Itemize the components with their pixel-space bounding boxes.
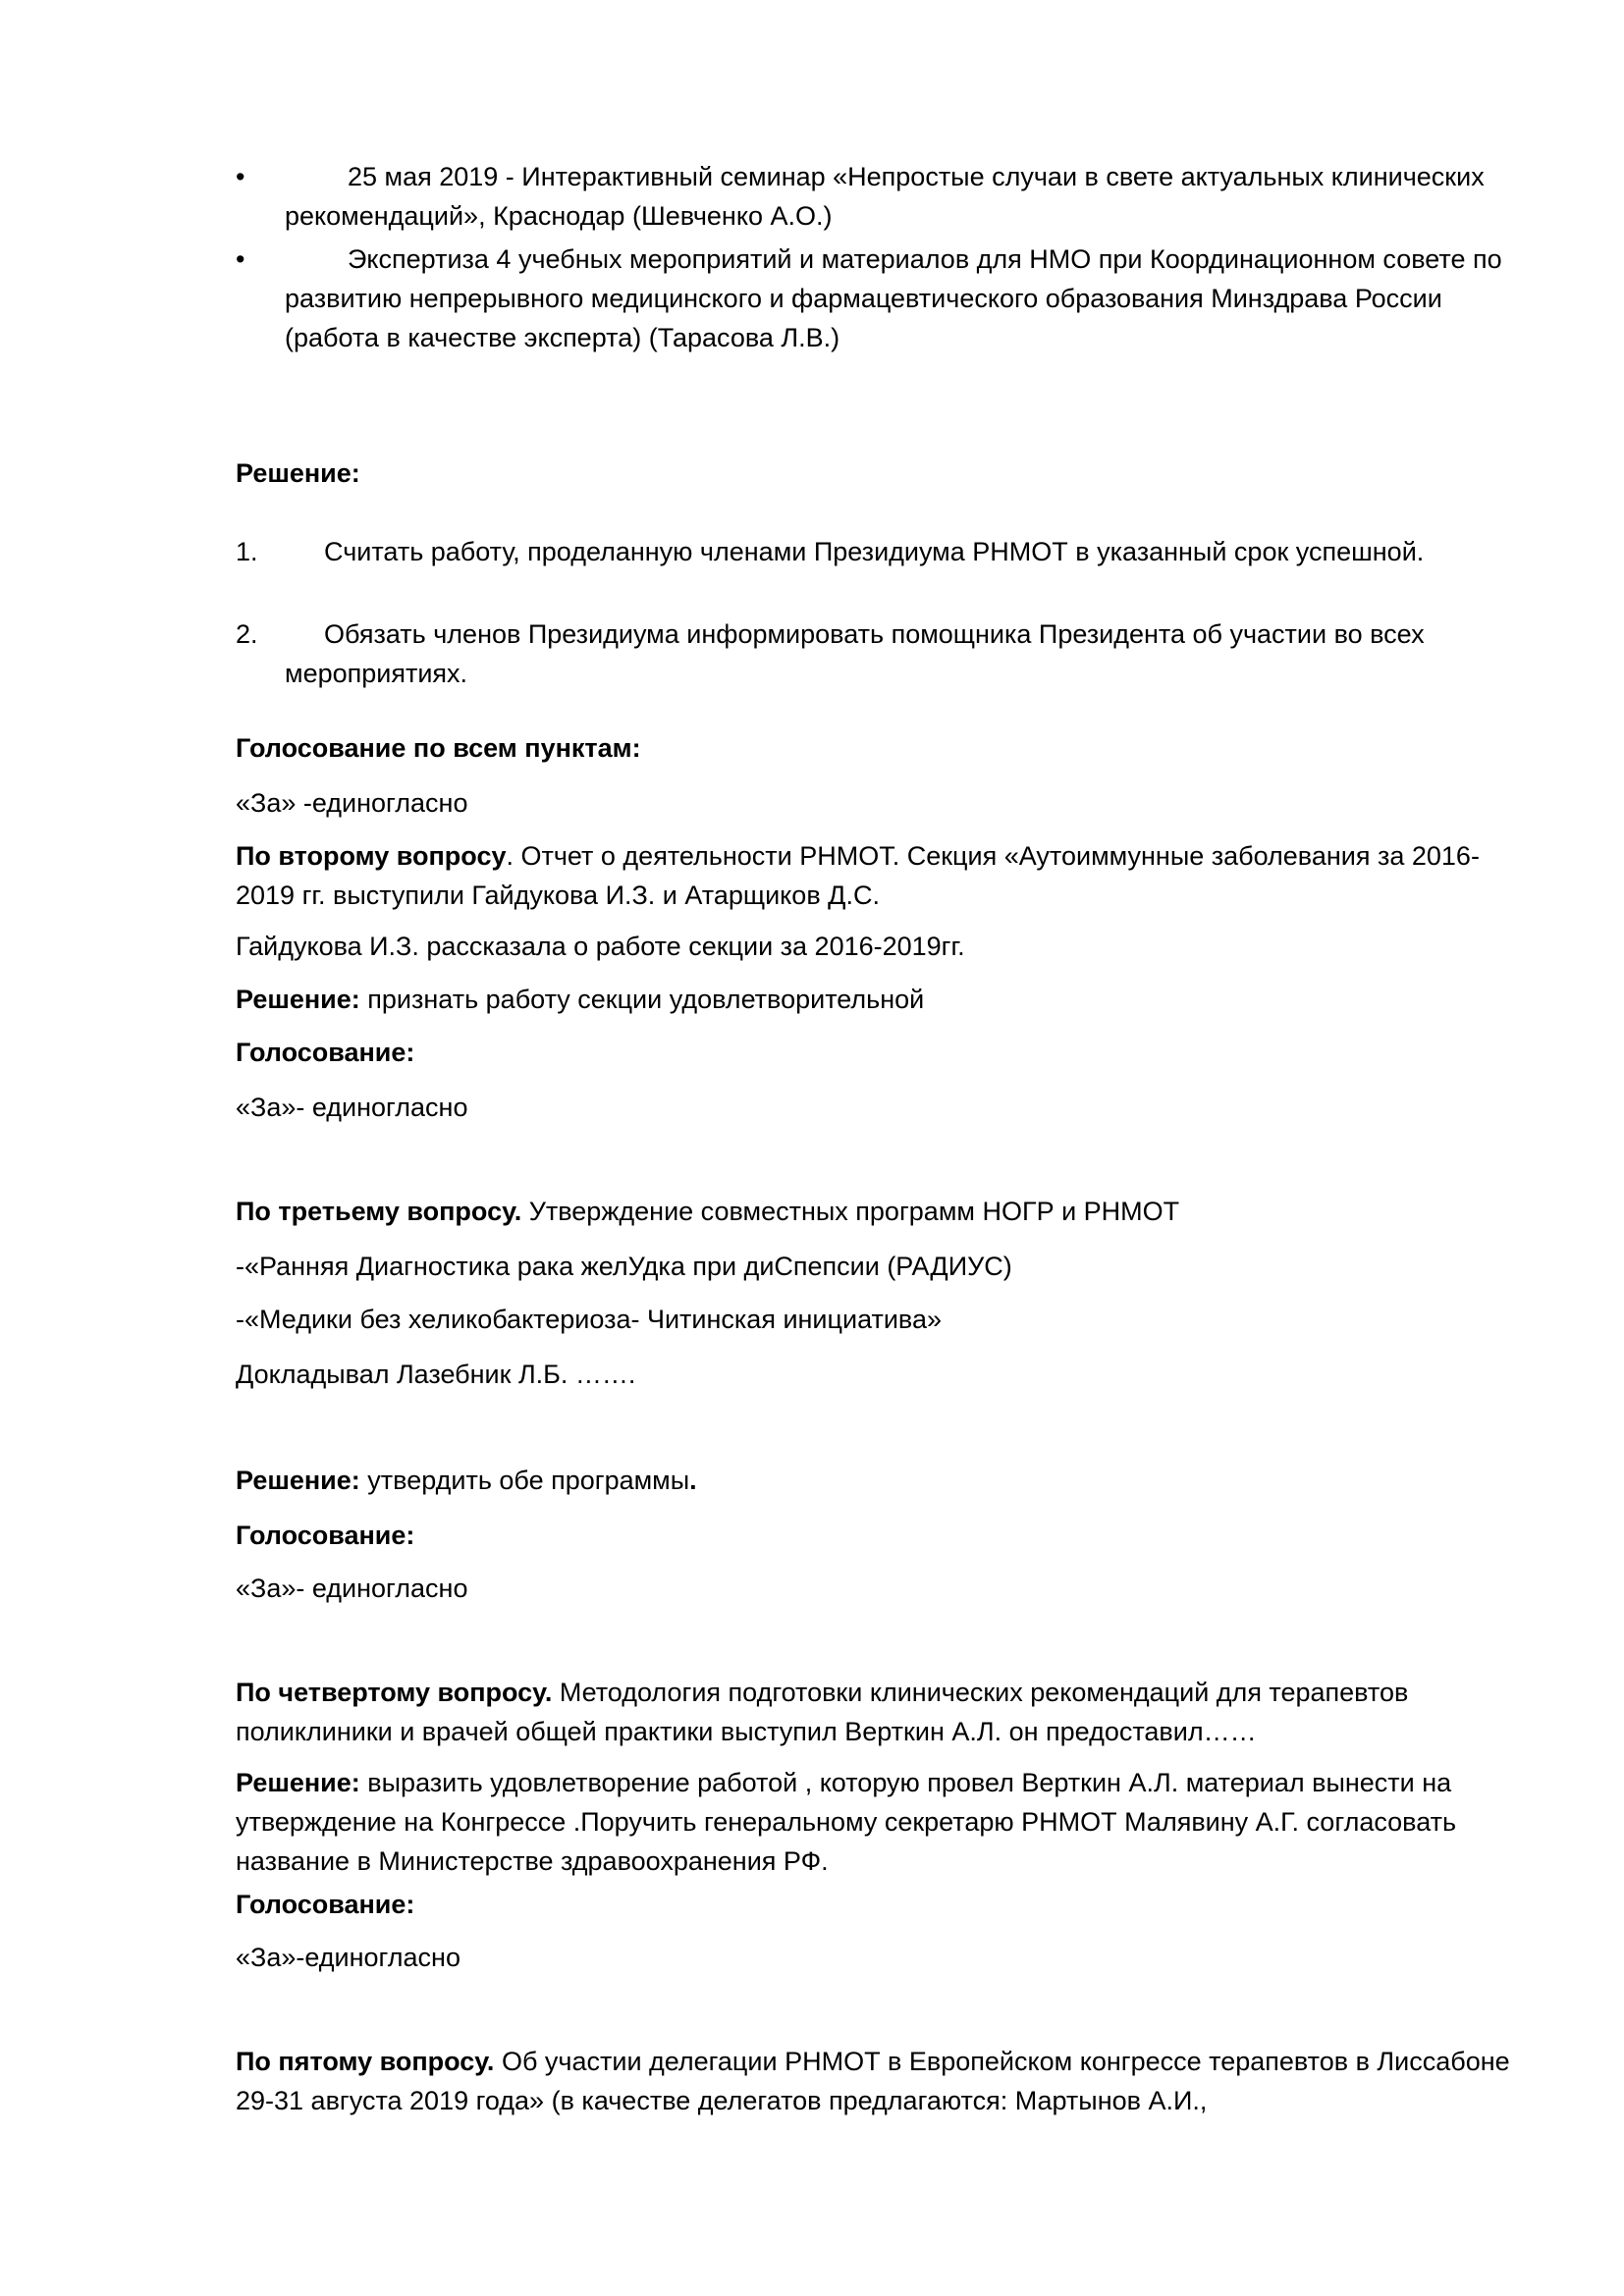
- question-text: Методология подготовки клинических рекомендаций для терапевтов поликлиники и врачей общей практики выступил Верткин А.Л. он предоставил……: [236, 1678, 1409, 1746]
- decision-end: .: [689, 1466, 697, 1495]
- decision-heading-text: Решение:: [236, 458, 360, 488]
- question-lead: По пятому вопросу.: [236, 2047, 495, 2076]
- item-number: 2.: [236, 619, 258, 649]
- vote-heading-text: Голосование:: [236, 1521, 415, 1550]
- question-lead: По второму вопросу: [236, 841, 507, 871]
- vote-heading: [236, 728, 1526, 768]
- vote-result: «За»-единогласно: [236, 1943, 460, 1972]
- vote-heading: [236, 1885, 1526, 1924]
- decision-text: утвердить обе программы: [359, 1466, 690, 1495]
- bullet-text: Экспертиза 4 учебных мероприятий и материалов для НМО при Координационном совете по развитию непрерывного медицинского и фармацевтического образования Минздрава России (работа в качестве эксперта) (Тарасова Л.В.): [285, 244, 1502, 352]
- vote-result: «За»- единогласно: [236, 1093, 468, 1122]
- bullet-item: [236, 157, 1506, 236]
- reporter-text: Докладывал Лазебник Л.Б. …….: [236, 1360, 636, 1389]
- decision-paragraph: [236, 1461, 1526, 1500]
- question-text: . Отчет о деятельности РНМОТ. Секция «Аутоиммунные заболевания за 2016-2019 гг. выступили Гайдукова И.З. и Атарщиков Д.С.: [236, 841, 1480, 910]
- decision-heading: [236, 454, 1526, 493]
- question-paragraph: [236, 836, 1526, 915]
- program-item: -«Медики без хеликобактериоза- Читинская инициатива»: [236, 1305, 943, 1334]
- decision-paragraph: [236, 980, 1526, 1019]
- decision-lead: Решение:: [236, 985, 360, 1014]
- question-lead: По четвертому вопросу.: [236, 1678, 553, 1707]
- decision-paragraph: [236, 1763, 1526, 1881]
- vote-heading-text: Голосование:: [236, 1890, 415, 1919]
- bullet-item: [236, 240, 1506, 357]
- item-text: Обязать членов Президиума информировать помощника Президента об участии во всех мероприятиях.: [285, 619, 1425, 688]
- program-item: -«Ранняя Диагностика рака желУдка при диСпепсии (РАДИУС): [236, 1252, 1012, 1281]
- question-text: Утверждение совместных программ НОГР и РНМОТ: [521, 1197, 1180, 1226]
- numbered-item: [236, 614, 1506, 693]
- bullet-mark: •: [236, 244, 245, 274]
- decision-text: признать работу секции удовлетворительной: [359, 985, 925, 1014]
- bullet-text: 25 мая 2019 - Интерактивный семинар «Непростые случаи в свете актуальных клинических рекомендаций», Краснодар (Шевченко А.О.): [285, 162, 1485, 231]
- vote-heading: [236, 1516, 1526, 1555]
- question-lead: По третьему вопросу.: [236, 1197, 522, 1226]
- vote-heading-text: Голосование по всем пунктам:: [236, 733, 641, 763]
- bullet-mark: •: [236, 162, 245, 191]
- item-text: Считать работу, проделанную членами Президиума РНМОТ в указанный срок успешной.: [324, 537, 1425, 566]
- vote-heading: [236, 1033, 1526, 1072]
- question-paragraph: [236, 1673, 1526, 1751]
- decision-lead: Решение:: [236, 1466, 360, 1495]
- question-paragraph: [236, 1192, 1526, 1231]
- report-text: Гайдукова И.З. рассказала о работе секции за 2016-2019гг.: [236, 932, 965, 961]
- question-paragraph: [236, 2042, 1526, 2120]
- vote-result: «За»- единогласно: [236, 1574, 468, 1603]
- vote-heading-text: Голосование:: [236, 1038, 415, 1067]
- decision-lead: Решение:: [236, 1768, 360, 1797]
- item-number: 1.: [236, 537, 258, 566]
- decision-text: выразить удовлетворение работой , которую провел Верткин А.Л. материал вынести на утверждение на Конгрессе .Поручить генеральному секретарю РНМОТ Малявину А.Г. согласовать название в Министерстве здравоохранения РФ.: [236, 1768, 1457, 1876]
- numbered-item: [236, 532, 1506, 571]
- question-text: Об участии делегации РНМОТ в Европейском конгрессе терапевтов в Лиссабоне 29-31 августа 2019 года» (в качестве делегатов предлагаются: Мартынов А.И.,: [236, 2047, 1510, 2115]
- vote-result: «За» -единогласно: [236, 788, 468, 818]
